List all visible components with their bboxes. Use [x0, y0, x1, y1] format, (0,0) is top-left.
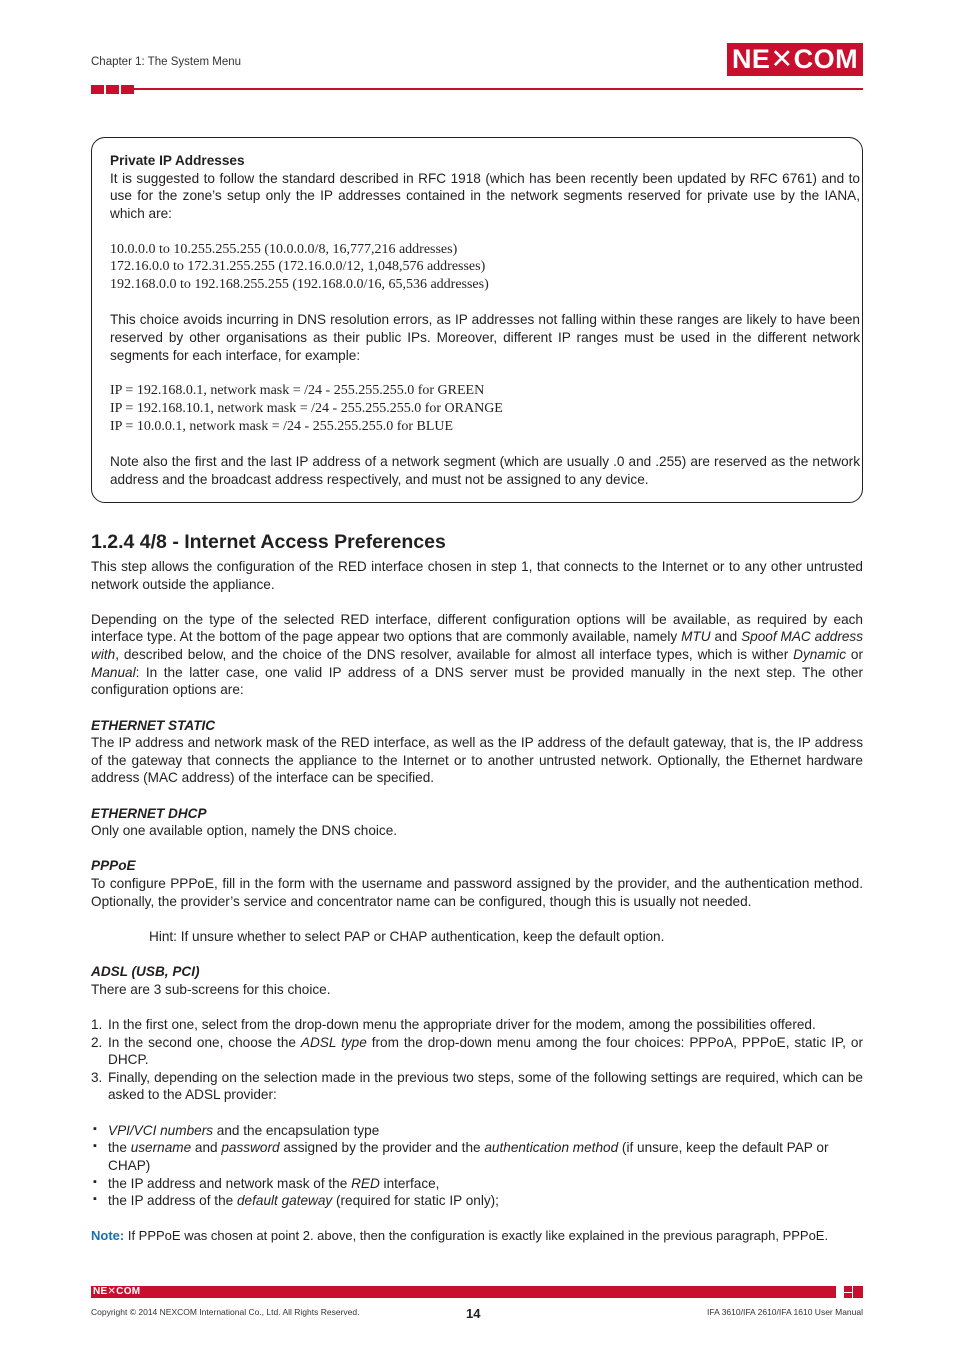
footer-logo: NE✕COM — [93, 1286, 141, 1297]
header-decoration — [91, 85, 134, 94]
pppoe-note: Note: If PPPoE was chosen at point 2. above, then the configuration is exactly like explained in the previous paragraph, PPPoE. — [91, 1228, 829, 1244]
pppoe-text: To configure PPPoE, fill in the form with the username and password assigned by the provider, and the authentication method. Optionally, the provider’s service and concentrator name can be configured, though this is usually not needed. — [91, 876, 863, 909]
list-item: ▪ the username and password assigned by the provider and the authentication method (if unsure, keep the default PAP or CHAP) — [93, 1140, 829, 1173]
list-item: 2. In the second one, choose the ADSL type from the drop-down menu among the four choices: PPPoA, PPPoE, static IP, or DHCP. — [91, 1034, 863, 1068]
adsl-title: ADSL (USB, PCI) — [91, 964, 200, 980]
box-title: Private IP Addresses — [110, 153, 245, 168]
list-item: 3. Finally, depending on the selection made in the previous two steps, some of the following settings are required, which can be asked to the ADSL provider: — [91, 1069, 863, 1103]
footer-decoration — [844, 1286, 852, 1292]
section-heading: 1.2.4 4/8 - Internet Access Preferences — [91, 531, 446, 553]
eth-dhcp-text: Only one available option, namely the DNS choice. — [91, 823, 398, 839]
adsl-steps — [91, 1016, 863, 1104]
private-ip-content — [110, 152, 860, 488]
ip-range: 10.0.0.0 to 10.255.255.255 (10.0.0.0/8, 16,777,216 addresses) — [110, 241, 458, 257]
adsl-text: There are 3 sub-screens for this choice. — [91, 981, 331, 997]
copyright: Copyright © 2014 NEXCOM International Co., Ltd. All Rights Reserved. — [91, 1307, 360, 1317]
box-choice: This choice avoids incurring in DNS resolution errors, as IP addresses not falling within these ranges are likely to have been reserved by other organisations as their public IPs. Moreover, different IP ranges must be used in the different network segments for each interface, for example: — [110, 312, 860, 363]
adsl-settings — [91, 1122, 863, 1210]
nexcom-logo: NE✕COM — [727, 43, 863, 76]
ip-range: 192.168.0.0 to 192.168.255.255 (192.168.0.0/16, 65,536 addresses) — [110, 276, 489, 292]
list-item: 1. In the first one, select from the drop-down menu the appropriate driver for the modem, among the possibilities offered. — [91, 1017, 816, 1033]
main-content — [91, 530, 863, 1245]
eth-static-text: The IP address and network mask of the RED interface, as well as the IP address of the default gateway, that is, the IP address of the gateway that connects the appliance to the Internet or to another untrusted network. Optionally, the Ethernet hardware address (MAC address) of the interface can be specified. — [91, 735, 863, 786]
list-item: ▪ the IP address of the default gateway (required for static IP only); — [93, 1193, 499, 1209]
para-intro: This step allows the configuration of the RED interface chosen in step 1, that connects to the Internet or to any other untrusted network outside the appliance. — [91, 559, 863, 592]
box-intro: It is suggested to follow the standard described in RFC 1918 (which has been recently been updated by RFC 6761) and to use for the zone’s setup only the IP addresses contained in the network segments reserved for private use by the IANA, which are: — [110, 170, 860, 222]
eth-dhcp-title: ETHERNET DHCP — [91, 805, 207, 821]
list-item: ▪ VPI/VCI numbers and the encapsulation type — [93, 1122, 380, 1138]
chapter-title: Chapter 1: The System Menu — [91, 56, 241, 68]
para-options: Depending on the type of the selected RED interface, different configuration options will be available, as required by each interface type. At the bottom of the page appear two options that are commonly available, namely MTU and Spoof MAC address with, described below, and the choice of the DNS resolver, available for almost all interface types, which is wither Dynamic or Manual: In the latter case, one valid IP address of a DNS server must be provided manually in the next step. The other configuration options are: — [91, 611, 863, 698]
pppoe-hint: Hint: If unsure whether to select PAP or CHAP authentication, keep the default option. — [149, 928, 665, 944]
ip-example: IP = 10.0.0.1, network mask = /24 - 255.255.255.0 for BLUE — [110, 418, 454, 434]
header-rule — [133, 88, 863, 90]
footer-decoration — [853, 1286, 863, 1298]
ip-example: IP = 192.168.0.1, network mask = /24 - 255.255.255.0 for GREEN — [110, 383, 485, 399]
pppoe-title: PPPoE — [91, 858, 136, 874]
list-item: ▪ the IP address and network mask of the RED interface, — [93, 1175, 440, 1191]
page-number: 14 — [466, 1306, 481, 1321]
footer-bar — [91, 1286, 836, 1298]
box-note: Note also the first and the last IP address of a network segment (which are usually .0 and .255) are reserved as the network address and the broadcast address respectively, and must not be assigned to any device. — [110, 453, 860, 487]
eth-static-title: ETHERNET STATIC — [91, 717, 216, 733]
ip-example: IP = 192.168.10.1, network mask = /24 - 255.255.255.0 for ORANGE — [110, 400, 503, 416]
footer-decoration — [844, 1293, 852, 1298]
manual-title: IFA 3610/IFA 2610/IFA 1610 User Manual — [707, 1307, 863, 1317]
ip-range: 172.16.0.0 to 172.31.255.255 (172.16.0.0/12, 1,048,576 addresses) — [110, 259, 486, 275]
